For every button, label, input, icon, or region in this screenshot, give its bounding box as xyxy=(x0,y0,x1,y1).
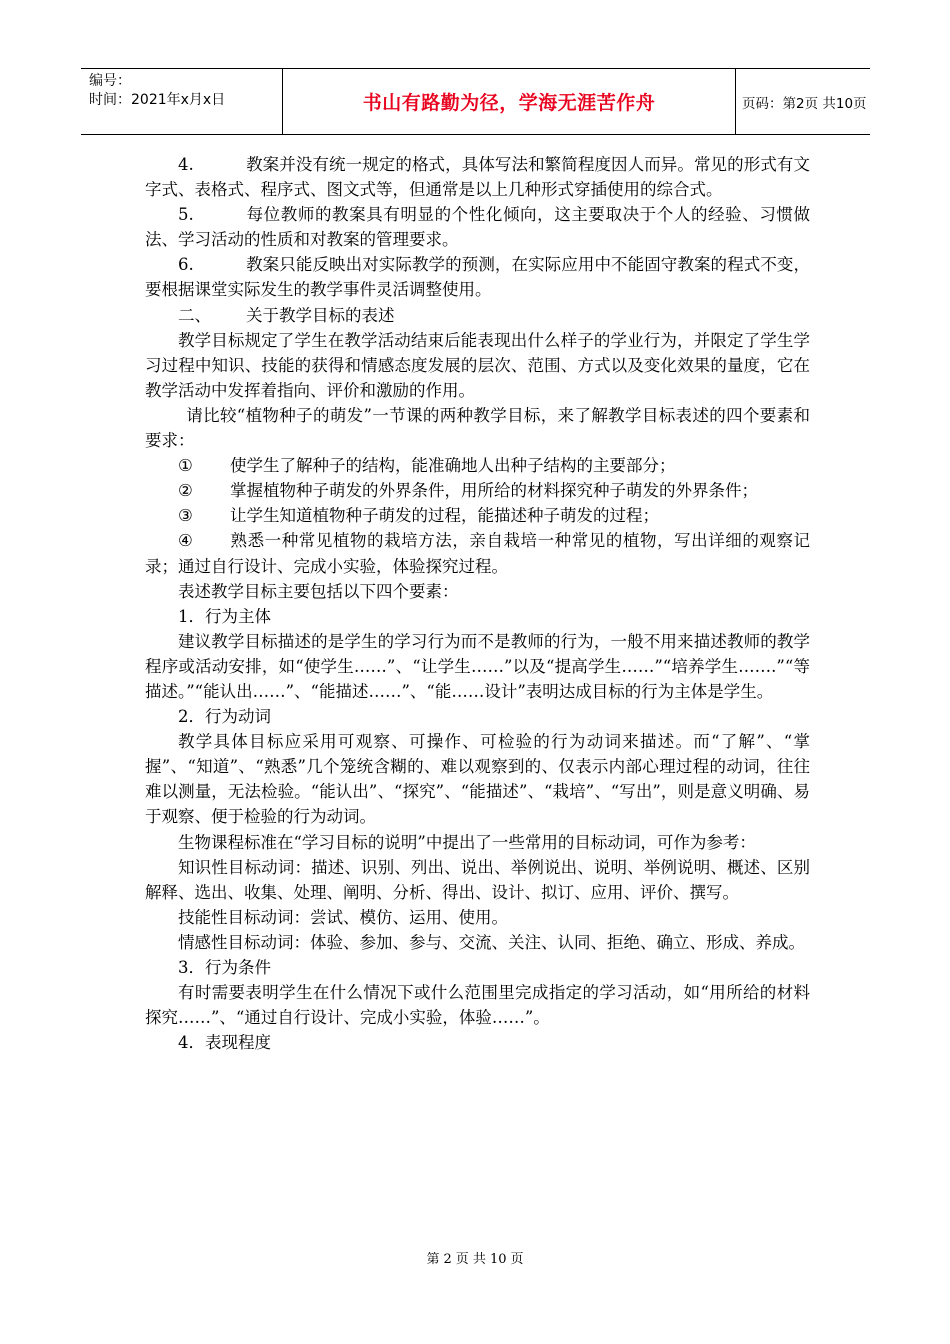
list-item xyxy=(145,528,810,578)
header-number-label: 编号： xyxy=(89,73,131,89)
paragraph xyxy=(145,152,810,202)
header-date-label: 时间：2021年x月x日 xyxy=(89,92,226,108)
footer-total-pages: 10 xyxy=(489,1252,507,1267)
paragraph-text: 教案只能反映出对实际教学的预测，在实际应用中不能固守教案的程式不变，要根据课堂实际发生的教学事件灵活调整使用。 xyxy=(145,255,810,300)
footer-suffix: 页 xyxy=(510,1252,524,1267)
footer-prefix: 第 xyxy=(426,1252,440,1267)
paragraph: 表述教学目标主要包括以下四个要素： xyxy=(178,581,459,601)
paragraph: 知识性目标动词：描述、识别、列出、说出、举例说出、说明、举例说明、概述、区别解释、选出、收集、处理、阐明、分析、得出、设计、拟订、应用、评价、撰写。 xyxy=(145,857,810,902)
document-body xyxy=(145,152,810,1055)
list-text: 使学生了解种子的结构，能准确地人出种子结构的主要部分； xyxy=(230,456,676,476)
header-meta xyxy=(81,69,283,134)
paragraph: 教学目标规定了学生在教学活动结束后能表现出什么样子的学业行为，并限定了学生学习过程中知识、技能的获得和情感态度发展的层次、范围、方式以及变化效果的量度，它在教学活动中发挥着指向、评价和激励的作用。 xyxy=(145,330,810,400)
list-text: 掌握植物种子萌发的外界条件，用所给的材料探究种子萌发的外界条件； xyxy=(230,481,758,501)
paragraph-text: 每位教师的教案具有明显的个性化倾向，这主要取决于个人的经验、习惯做法、学习活动的性质和对教案的管理要求。 xyxy=(145,205,810,250)
section-number: 二、 xyxy=(178,305,211,325)
paragraph: 情感性目标动词：体验、参加、参与、交流、关注、认同、拒绝、确立、形成、养成。 xyxy=(178,932,805,952)
header-motto: 书山有路勤为径，学海无涯苦作舟 xyxy=(362,92,656,114)
paragraph-number: 4. xyxy=(178,155,194,174)
footer-mid: 页 共 xyxy=(455,1252,486,1267)
paragraph xyxy=(145,252,810,302)
list-marker: ② xyxy=(178,481,193,501)
list-marker: ④ xyxy=(178,531,193,551)
paragraph-text: 教案并没有统一规定的格式，具体写法和繁简程度因人而异。常见的形式有文字式、表格式、程序式、图文式等，但通常是以上几种形式穿插使用的综合式。 xyxy=(145,155,810,200)
list-item xyxy=(145,503,810,528)
paragraph-number: 5. xyxy=(178,205,194,225)
list-marker: ③ xyxy=(178,506,193,526)
paragraph: 建议教学目标描述的是学生的学习行为而不是教师的行为，一般不用来描述教师的教学程序或活动安排，如“使学生……”、“让学生……”以及“提高学生……”“培养学生…….”“等描述。”“能认出……”、“能描述……”、“能……设计”表明达成目标的行为主体是学生。 xyxy=(145,631,810,701)
paragraph xyxy=(145,202,810,252)
paragraph-number: 6. xyxy=(178,255,194,275)
page-header xyxy=(81,68,870,135)
paragraph: 有时需要表明学生在什么情况下或什么范围里完成指定的学习活动，如“用所给的材料探究……”、“通过自行设计、完成小实验，体验……”。 xyxy=(145,983,810,1028)
subheading: 2．行为动词 xyxy=(178,707,271,727)
list-marker: ① xyxy=(178,456,193,476)
paragraph: 生物课程标准在“学习目标的说明”中提出了一些常用的目标动词，可作为参考： xyxy=(178,832,756,852)
list-text: 熟悉一种常见植物的栽培方法，亲自栽培一种常见的植物，写出详细的观察记录；通过自行设计、完成小实验，体验探究过程。 xyxy=(145,531,810,576)
paragraph: 请比较“植物种子的萌发”一节课的两种教学目标，来了解教学目标表述的四个要素和要求： xyxy=(145,405,810,451)
header-motto-cell xyxy=(283,69,736,134)
section-heading xyxy=(145,303,810,328)
subheading: 4．表现程度 xyxy=(178,1033,271,1053)
list-item xyxy=(145,478,810,503)
paragraph: 技能性目标动词：尝试、模仿、运用、使用。 xyxy=(178,907,508,927)
list-item xyxy=(145,453,810,478)
subheading: 1．行为主体 xyxy=(178,606,271,626)
list-text: 让学生知道植物种子萌发的过程，能描述种子萌发的过程； xyxy=(230,506,659,526)
section-title: 关于教学目标的表述 xyxy=(246,305,395,325)
subheading: 3．行为条件 xyxy=(178,958,271,977)
page-footer xyxy=(0,1248,950,1267)
footer-page-number: 2 xyxy=(443,1252,452,1267)
header-page-info: 页码：第2页 共10页 xyxy=(742,95,867,112)
paragraph: 教学具体目标应采用可观察、可操作、可检验的行为动词来描述。而“了解”、“掌握”、“知道”、“熟悉”几个笼统含糊的、难以观察到的、仅表示内部心理过程的动词，往往难以测量，无法检验。“能认出”、“探究”、“能描述”、“栽培”、“写出”，则是意义明确、易于观察、便于检验的行为动词。 xyxy=(145,732,810,827)
